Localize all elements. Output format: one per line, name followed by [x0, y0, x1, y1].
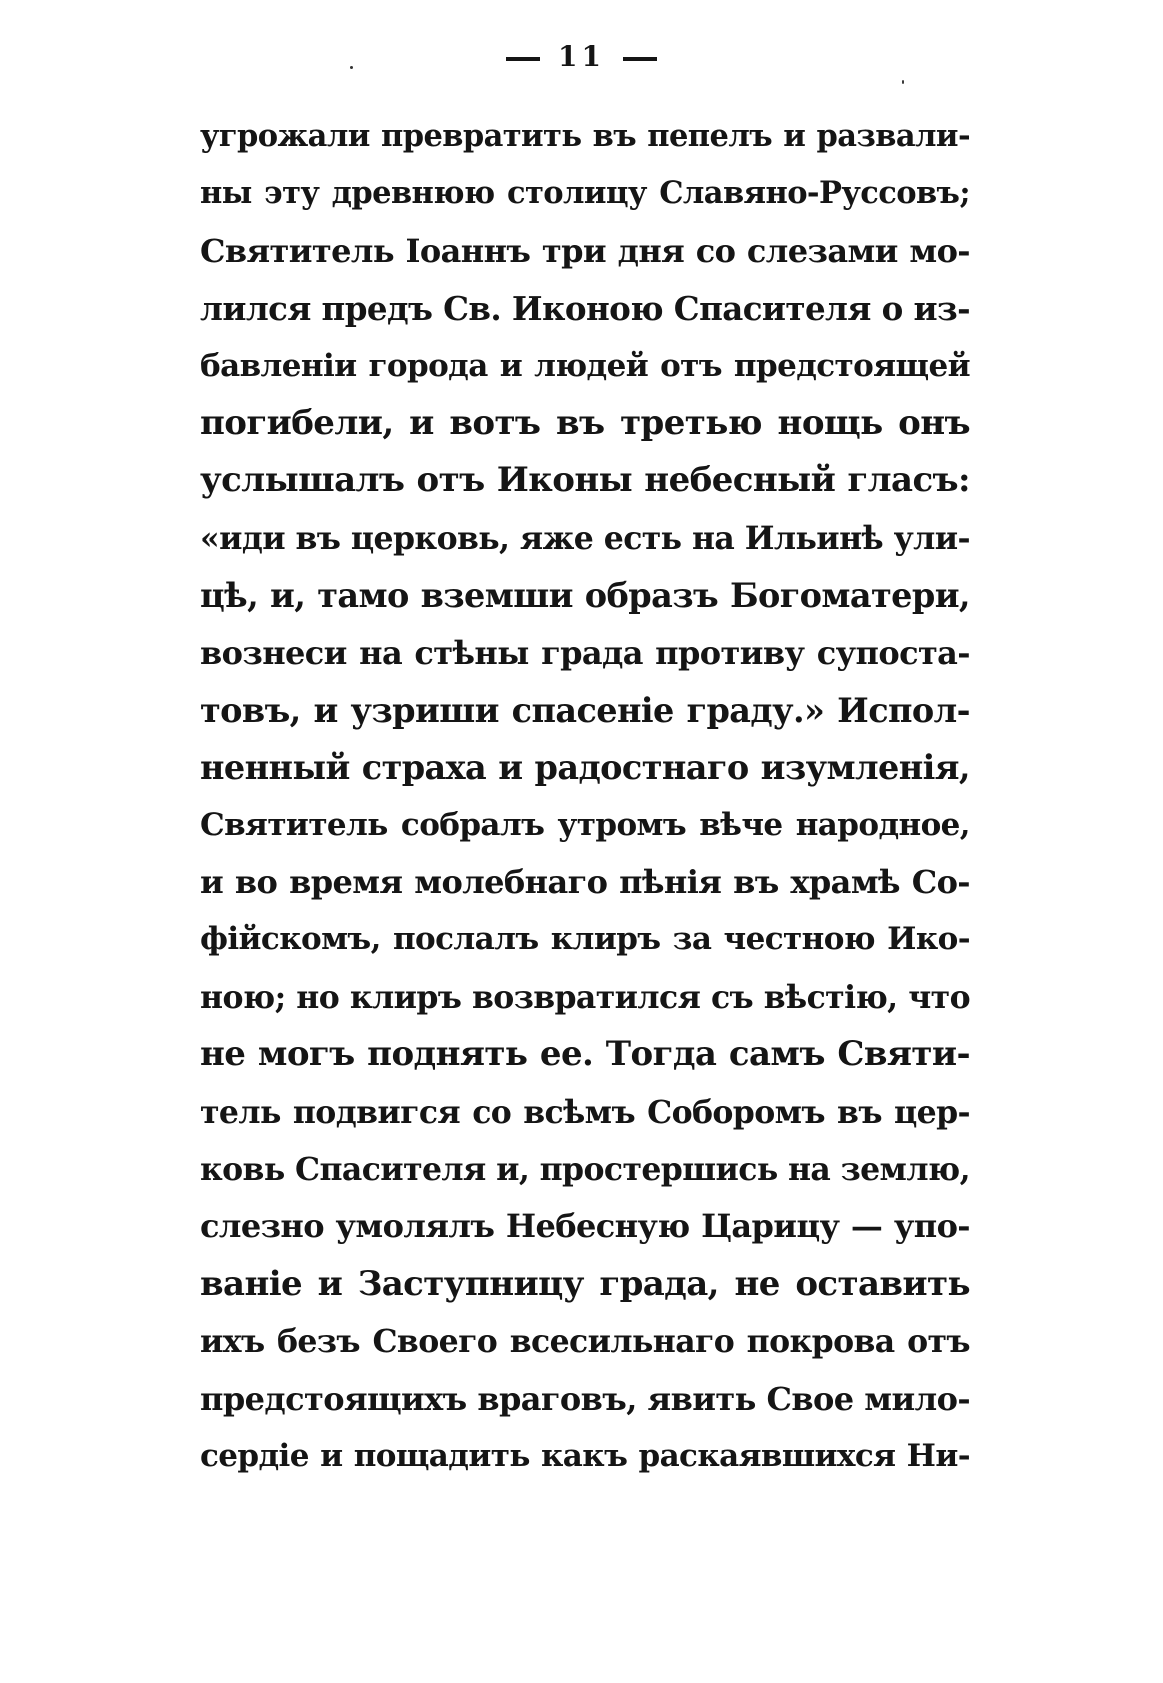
print-speck: [350, 66, 353, 69]
text-line: лился предъ Св. Иконою Спасителя о из-: [200, 289, 970, 329]
text-line: цѣ, и, тамо вземши образъ Богоматери,: [200, 576, 970, 616]
text-line: услышалъ отъ Иконы небесный гласъ:: [200, 460, 970, 501]
text-line: и во время молебнаго пѣнія въ храмѣ Со-: [200, 863, 970, 902]
text-line: фійскомъ, послалъ клиръ за честною Ико-: [200, 921, 970, 958]
page-number: 11: [558, 40, 605, 73]
text-line: угрожали превратить въ пепелъ и развали-: [200, 118, 970, 154]
text-line: ною; но клиръ возвратился съ вѣстію, что: [200, 978, 970, 1016]
text-line: предстоящихъ враговъ, явить Свое мило-: [200, 1379, 970, 1418]
text-line: не могъ поднять ее. Тогда самъ Святи-: [200, 1034, 970, 1075]
text-line: ковь Спасителя и, простершись на землю,: [200, 1151, 970, 1189]
text-line: тель подвигся со всѣмъ Соборомъ въ цер-: [200, 1093, 970, 1131]
text-line: ваніе и Заступницу града, не оставить: [200, 1263, 970, 1304]
left-dash: [506, 57, 540, 61]
text-line: погибели, и вотъ въ третью нощь онъ: [200, 402, 970, 443]
text-line: «иди въ церковь, яже есть на Ильинѣ ули-: [200, 519, 970, 557]
text-line: ны эту древнюю столицу Славяно-Руссовъ;: [200, 175, 970, 212]
text-line: Святитель собралъ утромъ вѣче народное,: [200, 806, 970, 843]
right-dash: [623, 57, 657, 61]
page-header: [0, 40, 1163, 73]
text-line: слезно умолялъ Небесную Царицу — упо-: [200, 1207, 970, 1246]
text-line: ненный страха и радостнаго изумленія,: [200, 748, 970, 788]
text-line: вознеси на стѣны града противу супоста-: [200, 633, 970, 672]
print-speck: [902, 80, 904, 84]
text-line: товъ, и узриши спасеніе граду.» Испол-: [200, 690, 970, 730]
body-text: [200, 108, 970, 1485]
text-line: бавленіи города и людей отъ предстоящей: [200, 347, 970, 384]
text-line: Святитель Іоаннъ три дня со слезами мо-: [200, 231, 970, 270]
text-line: ихъ безъ Своего всесильнаго покрова отъ: [200, 1323, 970, 1361]
text-line: сердіе и пощадить какъ раскаявшихся Ни-: [200, 1437, 970, 1474]
